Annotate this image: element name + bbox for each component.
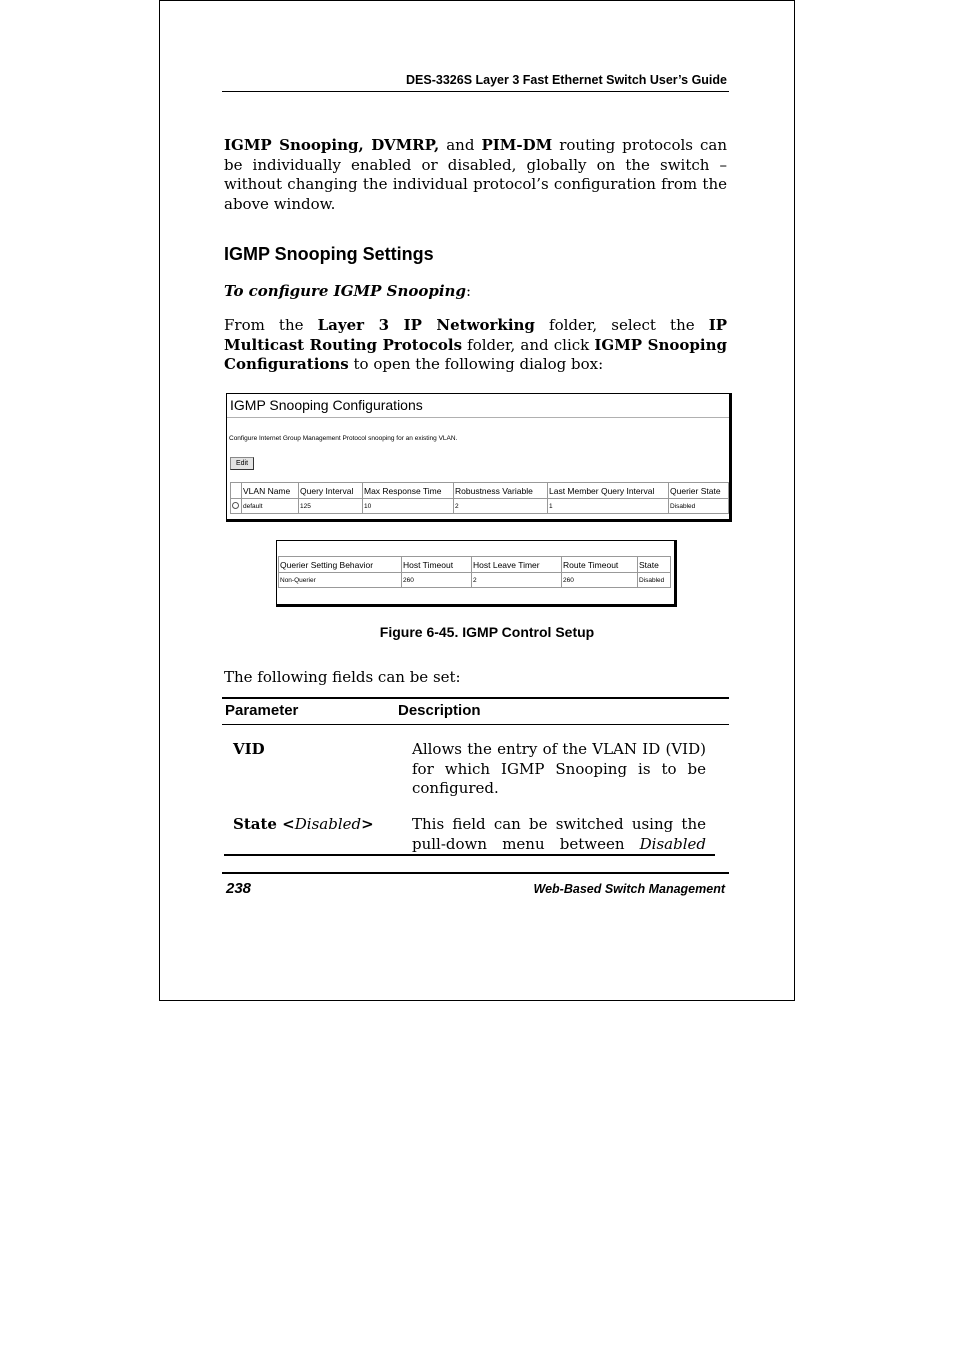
- params-table-bottom-rule: [224, 854, 715, 856]
- header-robustness-variable: Robustness Variable: [454, 483, 548, 499]
- panel-description: Configure Internet Group Management Protocol snooping for an existing VLAN.: [229, 435, 458, 442]
- cell-robustness-variable: 2: [454, 499, 548, 514]
- querier-table: [278, 556, 671, 588]
- cell-host-leave-timer: 2: [472, 573, 562, 588]
- param-state-desc-italic: Disabled: [639, 834, 706, 853]
- instr-text-3: folder, and click: [462, 335, 595, 354]
- param-vid-description: Allows the entry of the VLAN ID (VID) for which IGMP Snooping is to be configured.: [412, 740, 706, 797]
- header-select: [231, 483, 242, 499]
- param-state-name-bold: State <: [233, 815, 295, 833]
- instr-text-4: to open the following dialog box:: [348, 355, 604, 373]
- param-state-name-end: >: [361, 815, 374, 833]
- footer-rule: [222, 872, 729, 874]
- param-state-description: [412, 815, 706, 854]
- params-header-description: Description: [398, 702, 481, 719]
- table-row: [231, 499, 729, 514]
- params-table-header-rule: [222, 724, 729, 725]
- intro-text-1: and: [439, 136, 482, 154]
- instr-bold-2: IP Multicast Routing Protocols: [224, 316, 728, 354]
- cell-query-interval: 125: [299, 499, 363, 514]
- procedure-label: [224, 282, 471, 300]
- igmp-config-panel: [226, 393, 732, 522]
- header-rule: [222, 91, 729, 92]
- cell-last-member-query-interval: 1: [548, 499, 669, 514]
- instr-bold-3: IGMP Snooping Configurations: [224, 335, 727, 373]
- intro-bold-2: PIM-DM: [481, 136, 553, 154]
- table-header-row: [231, 483, 729, 499]
- cell-max-response-time: 10: [363, 499, 454, 514]
- procedure-colon: :: [465, 282, 472, 300]
- header-querier-behavior: Querier Setting Behavior: [279, 557, 402, 573]
- section-heading: IGMP Snooping Settings: [224, 244, 434, 264]
- cell-vlan-name: default: [242, 499, 299, 514]
- params-table-top-rule: [222, 697, 729, 699]
- edit-button[interactable]: Edit: [230, 457, 254, 470]
- cell-querier-state: Disabled: [669, 499, 729, 514]
- intro-text-2: routing protocols can be individually enabled or disabled, globally on the switch – without changing the individual protocol’s configuration from the above window.: [224, 136, 727, 213]
- table-header-row: [279, 557, 671, 573]
- fields-intro: The following fields can be set:: [224, 668, 461, 686]
- cell-host-timeout: 260: [402, 573, 472, 588]
- page-number: 238: [226, 880, 252, 897]
- param-state-name-italic: Disabled: [294, 815, 362, 833]
- footer-title: Web-Based Switch Management: [533, 882, 725, 896]
- querier-panel: [276, 540, 677, 607]
- cell-state: Disabled: [638, 573, 671, 588]
- cell-route-timeout: 260: [562, 573, 638, 588]
- procedure-label-text: To configure IGMP Snooping: [224, 282, 466, 300]
- instr-bold-1: Layer 3 IP Networking: [317, 316, 535, 334]
- cell-querier-behavior: Non-Querier: [279, 573, 402, 588]
- panel-separator: [227, 417, 729, 418]
- params-header-parameter: Parameter: [225, 702, 299, 719]
- row-select-cell: [231, 499, 242, 514]
- param-state-name: [233, 815, 374, 833]
- figure-caption: Figure 6-45. IGMP Control Setup: [379, 624, 595, 640]
- header-query-interval: Query Interval: [299, 483, 363, 499]
- header-host-timeout: Host Timeout: [402, 557, 472, 573]
- instructions-paragraph: [224, 316, 727, 375]
- instr-text-2: folder, select the: [534, 316, 709, 334]
- param-vid-name: VID: [233, 740, 265, 758]
- header-vlan-name: VLAN Name: [242, 483, 299, 499]
- panel-title: IGMP Snooping Configurations: [230, 397, 423, 413]
- header-max-response-time: Max Response Time: [363, 483, 454, 499]
- header-state: State: [638, 557, 671, 573]
- table-row: [279, 573, 671, 588]
- intro-bold-1: IGMP Snooping, DVMRP,: [224, 136, 440, 154]
- instr-text-1: From the: [224, 316, 318, 334]
- header-last-member-query-interval: Last Member Query Interval: [548, 483, 669, 499]
- header-route-timeout: Route Timeout: [562, 557, 638, 573]
- row-radio[interactable]: [232, 502, 239, 509]
- header-querier-state: Querier State: [669, 483, 729, 499]
- vlan-igmp-table: [230, 482, 729, 514]
- param-state-desc-text: This field can be switched using the pull-down menu between: [412, 815, 706, 853]
- header-host-leave-timer: Host Leave Timer: [472, 557, 562, 573]
- running-header: DES-3326S Layer 3 Fast Ethernet Switch User’s Guide: [406, 73, 727, 87]
- intro-paragraph: [224, 136, 727, 214]
